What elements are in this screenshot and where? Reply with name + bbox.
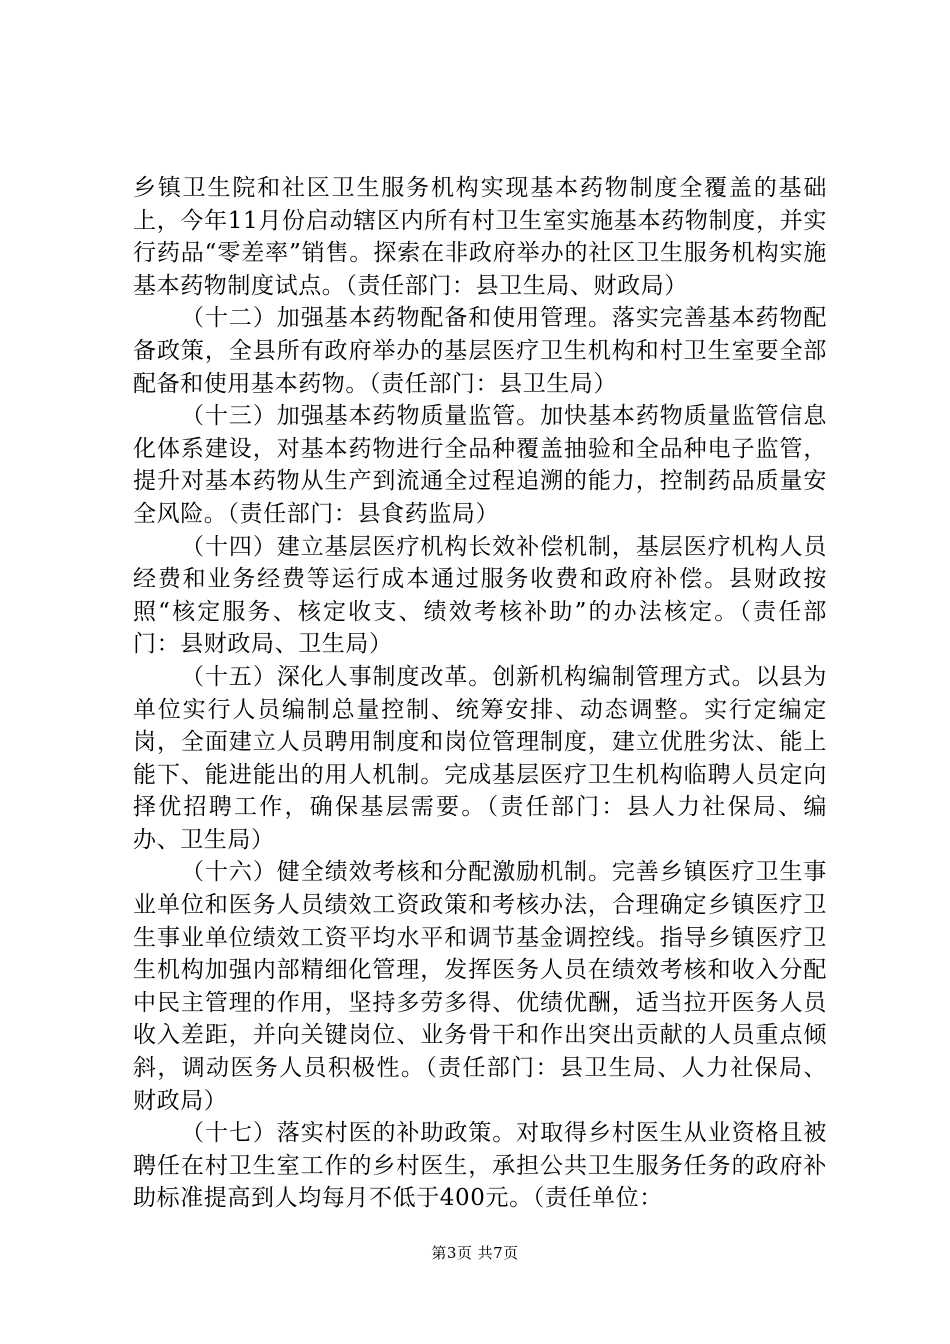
paragraph-item-14: （十四）建立基层医疗机构长效补偿机制，基层医疗机构人员经费和业务经费等运行成本通过服务收费和政府补偿。县财政按照“核定服务、核定收支、绩效考核补助”的办法核定。（责任部门：县财政局、卫生局） xyxy=(133,533,827,658)
paragraph-item-16: （十六）健全绩效考核和分配激励机制。完善乡镇医疗卫生事业单位和医务人员绩效工资政策和考核办法，合理确定乡镇医疗卫生事业单位绩效工资平均水平和调节基金调控线。指导乡镇医疗卫生机构加强内部精细化管理，发挥医务人员在绩效考核和收入分配中民主管理的作用，坚持多劳多得、优绩优酬，适当拉开医务人员收入差距，并向关键岗位、业务骨干和作出突出贡献的人员重点倾斜，调动医务人员积极性。（责任部门：县卫生局、人力社保局、财政局） xyxy=(133,859,827,1114)
paragraph-continuation: 乡镇卫生院和社区卫生服务机构实现基本药物制度全覆盖的基础上，今年11月份启动辖区内所有村卫生室实施基本药物制度，并实行药品“零差率”销售。探索在非政府举办的社区卫生服务机构实施基本药物制度试点。（责任部门：县卫生局、财政局） xyxy=(133,175,827,299)
paragraph-item-12: （十二）加强基本药物配备和使用管理。落实完善基本药物配备政策，全县所有政府举办的基层医疗卫生机构和村卫生室要全部配备和使用基本药物。（责任部门：县卫生局） xyxy=(133,305,827,397)
paragraph-item-15: （十五）深化人事制度改革。创新机构编制管理方式。以县为单位实行人员编制总量控制、统筹安排、动态调整。实行定编定岗，全面建立人员聘用制度和岗位管理制度，建立优胜劣汰、能上能下、能进能出的用人机制。完成基层医疗卫生机构临聘人员定向择优招聘工作，确保基层需要。（责任部门：县人力社保局、编办、卫生局） xyxy=(133,663,827,853)
document-body xyxy=(133,172,827,1215)
paragraph-item-17: （十七）落实村医的补助政策。对取得乡村医生从业资格且被聘任在村卫生室工作的乡村医生，承担公共卫生服务任务的政府补助标准提高到人均每月不低于400元。（责任单位： xyxy=(133,1120,827,1212)
paragraph-item-13: （十三）加强基本药物质量监管。加快基本药物质量监管信息化体系建设，对基本药物进行全品种覆盖抽验和全品种电子监管，提升对基本药物从生产到流通全过程追溯的能力，控制药品质量安全风险。（责任部门：县食药监局） xyxy=(133,403,827,527)
page-number-footer: 第3页 共7页 xyxy=(431,1244,519,1262)
